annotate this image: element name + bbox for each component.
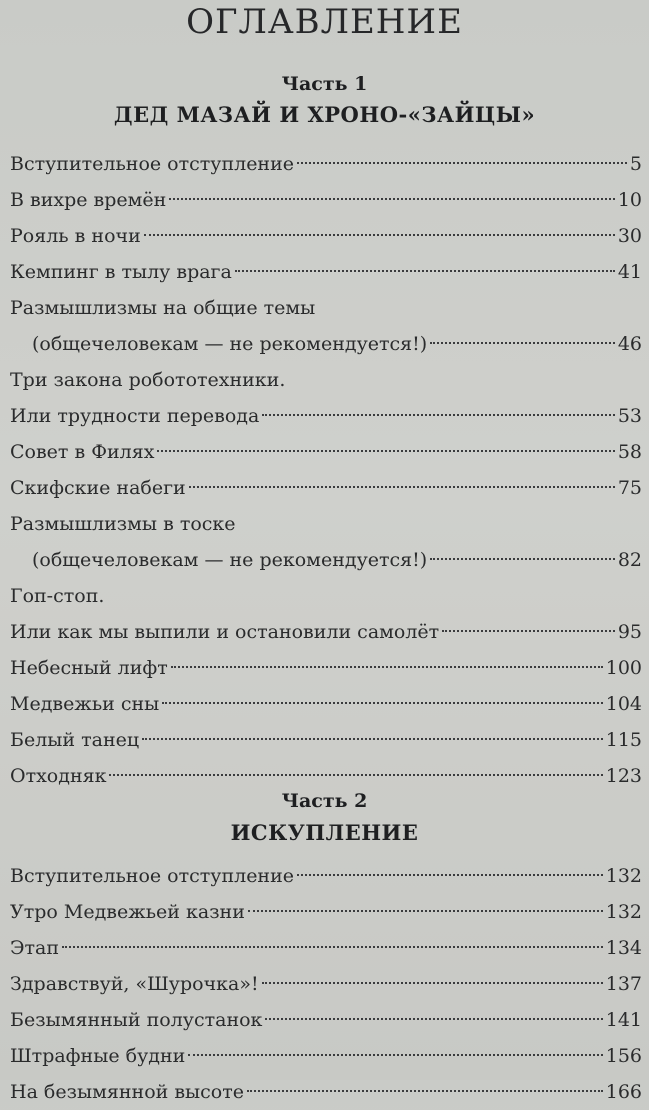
toc-entry[interactable]: [10, 686, 642, 722]
leader-dots: [109, 774, 602, 776]
toc-entry-page: 123: [605, 765, 642, 787]
toc-entry-page: 82: [617, 549, 642, 571]
toc-entry-page: 75: [617, 477, 642, 499]
toc-entry[interactable]: [10, 290, 642, 362]
toc-entry-title: В вихре времён: [10, 189, 167, 211]
toc-entry-title: Кемпинг в тылу врага: [10, 261, 232, 283]
part-2-title: ИСКУПЛЕНИЕ: [230, 820, 419, 845]
toc-entry[interactable]: [10, 1074, 642, 1110]
toc-entry-title-line1: Гоп-стоп.: [10, 585, 105, 607]
toc-entry[interactable]: [10, 722, 642, 758]
toc-entry-page: 132: [605, 901, 642, 923]
toc-entry-title: Здравствуй, «Шурочка»!: [10, 973, 259, 995]
toc-entry-title: Или трудности перевода: [10, 405, 260, 427]
toc-entry[interactable]: [10, 1002, 642, 1038]
leader-dots: [162, 702, 602, 704]
leader-dots: [169, 198, 614, 200]
toc-entry-title: Медвежьи сны: [10, 693, 160, 715]
toc-entry-page: 41: [617, 261, 642, 283]
toc-entry[interactable]: [10, 506, 642, 578]
toc-entry[interactable]: [10, 650, 642, 686]
leader-dots: [262, 414, 614, 416]
toc-entry-page: 132: [605, 865, 642, 887]
leader-dots: [297, 874, 603, 876]
toc-entry-page: 141: [605, 1009, 642, 1031]
toc-entry-title: Рояль в ночи: [10, 225, 141, 247]
toc-entry-title: (общечеловекам — не рекомендуется!): [32, 549, 428, 571]
toc-entry[interactable]: [10, 218, 642, 254]
toc-entry-page: 95: [617, 621, 642, 643]
toc-entry[interactable]: [10, 434, 642, 470]
toc-entry-title: Небесный лифт: [10, 657, 168, 679]
leader-dots: [442, 630, 615, 632]
toc-entry-title: Штрафные будни: [10, 1045, 186, 1067]
leader-dots: [265, 1018, 602, 1020]
toc-entry-page: 115: [605, 729, 642, 751]
leader-dots: [157, 450, 614, 452]
toc-entry[interactable]: [10, 254, 642, 290]
toc-entry[interactable]: [10, 966, 642, 1002]
toc-entry-title: Утро Медвежьей казни: [10, 901, 245, 923]
toc-entry-title: Этап: [10, 937, 60, 959]
leader-dots: [171, 666, 603, 668]
toc-entry[interactable]: [10, 578, 642, 650]
toc-entry-page: 134: [605, 937, 642, 959]
toc-entry[interactable]: [10, 758, 642, 794]
toc-entry-title: Вступительное отступление: [10, 865, 295, 887]
toc-entry-title: Скифские набеги: [10, 477, 186, 499]
toc-entry-page: 58: [617, 441, 642, 463]
leader-dots: [247, 1090, 603, 1092]
toc-entry-page: 5: [629, 153, 642, 175]
toc-entry[interactable]: [10, 1038, 642, 1074]
toc-entry-title: На безымянной высоте: [10, 1081, 244, 1103]
toc-entry-page: 104: [605, 693, 642, 715]
leader-dots: [142, 738, 603, 740]
leader-dots: [62, 946, 603, 948]
toc-entry-title-line1: Три закона робототехники.: [10, 369, 286, 391]
toc-entry-page: 166: [605, 1081, 642, 1103]
toc-part-2: [10, 858, 642, 1110]
page-title: ОГЛАВЛЕНИЕ: [186, 2, 463, 42]
toc-entry-page: 30: [617, 225, 642, 247]
toc-entry-page: 156: [605, 1045, 642, 1067]
leader-dots: [235, 270, 615, 272]
toc-entry-title: Отходняк: [10, 765, 107, 787]
toc-entry[interactable]: [10, 182, 642, 218]
part-2-number: Часть 2: [281, 790, 368, 812]
toc-entry-page: 137: [605, 973, 642, 995]
toc-part-1: [10, 146, 642, 794]
leader-dots: [430, 342, 615, 344]
toc-entry[interactable]: [10, 930, 642, 966]
toc-entry[interactable]: [10, 470, 642, 506]
toc-entry-title: Или как мы выпили и остановили самолёт: [10, 621, 440, 643]
toc-entry-page: 100: [605, 657, 642, 679]
toc-entry[interactable]: [10, 894, 642, 930]
toc-entry-title-line1: Размышлизмы в тоске: [10, 513, 236, 535]
toc-entry-title: Вступительное отступление: [10, 153, 295, 175]
toc-entry-page: 53: [617, 405, 642, 427]
leader-dots: [297, 162, 627, 164]
toc-entry-title: (общечеловекам — не рекомендуется!): [32, 333, 428, 355]
leader-dots: [262, 982, 603, 984]
toc-entry-page: 46: [617, 333, 642, 355]
leader-dots: [189, 486, 615, 488]
toc-entry[interactable]: [10, 146, 642, 182]
part-1-title: ДЕД МАЗАЙ И ХРОНО-«ЗАЙЦЫ»: [113, 102, 536, 127]
toc-entry-title: Белый танец: [10, 729, 140, 751]
leader-dots: [430, 558, 615, 560]
toc-entry[interactable]: [10, 858, 642, 894]
leader-dots: [188, 1054, 602, 1056]
toc-entry-title-line1: Размышлизмы на общие темы: [10, 297, 316, 319]
toc-entry-page: 10: [617, 189, 642, 211]
toc-entry-title: Безымянный полустанок: [10, 1009, 263, 1031]
toc-entry-title: Совет в Филях: [10, 441, 155, 463]
part-1-number: Часть 1: [281, 73, 368, 95]
toc-entry[interactable]: [10, 362, 642, 434]
leader-dots: [248, 910, 603, 912]
leader-dots: [144, 234, 615, 236]
